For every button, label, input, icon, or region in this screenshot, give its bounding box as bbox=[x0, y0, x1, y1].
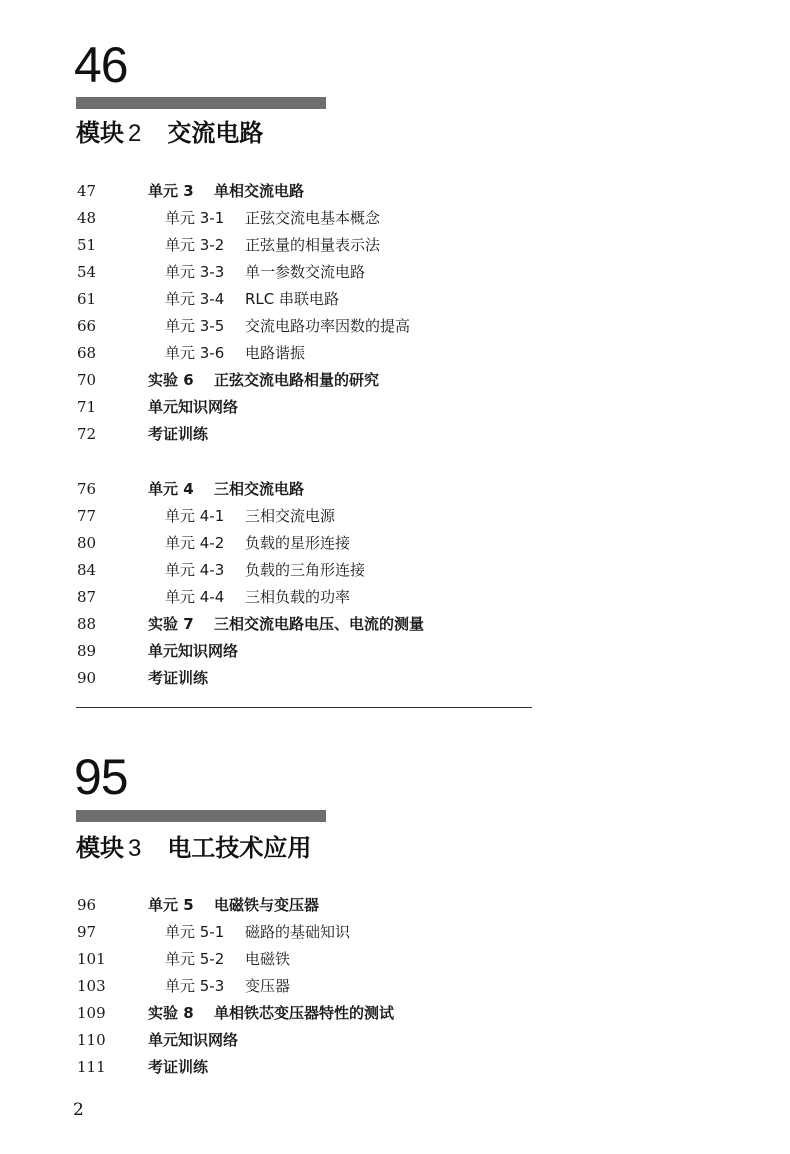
toc-entry bbox=[148, 1054, 208, 1081]
toc-entry-label: 单元 3-4 bbox=[165, 290, 225, 308]
toc-row bbox=[0, 178, 790, 205]
toc-row bbox=[0, 1027, 790, 1054]
toc-page-number: 70 bbox=[77, 371, 97, 389]
toc-page-number: 89 bbox=[77, 642, 97, 660]
toc-page-number: 88 bbox=[77, 615, 97, 633]
toc-entry-title: RLC 串联电路 bbox=[245, 290, 340, 308]
toc-entry-title: 负载的三角形连接 bbox=[245, 561, 366, 579]
toc-row bbox=[0, 611, 790, 638]
module-3-title-text: 电工技术应用 bbox=[167, 834, 312, 862]
toc-entry-label: 单元 5-2 bbox=[165, 950, 225, 968]
toc-entry bbox=[165, 557, 365, 584]
toc-page-number: 110 bbox=[77, 1031, 106, 1049]
toc-entry bbox=[165, 946, 290, 973]
module-2-page-number: 46 bbox=[74, 37, 128, 93]
toc-entry bbox=[148, 178, 304, 205]
toc-entry-title: 电磁铁与变压器 bbox=[214, 896, 320, 914]
module-2-title-text: 交流电路 bbox=[167, 119, 264, 147]
toc-row bbox=[0, 1054, 790, 1081]
toc-entry bbox=[165, 259, 365, 286]
toc-entry-title: 正弦交流电基本概念 bbox=[245, 209, 381, 227]
toc-page-number: 80 bbox=[77, 534, 97, 552]
toc-row bbox=[0, 340, 790, 367]
toc-entry-title: 磁路的基础知识 bbox=[245, 923, 351, 941]
toc-entry-title: 考证训练 bbox=[148, 425, 209, 443]
toc-entry bbox=[165, 313, 410, 340]
toc-row bbox=[0, 503, 790, 530]
toc-entry bbox=[165, 340, 305, 367]
toc-page-number: 90 bbox=[77, 669, 97, 687]
module-2-title bbox=[76, 118, 263, 149]
toc-entry-title: 三相交流电路 bbox=[214, 480, 305, 498]
toc-entry-title: 考证训练 bbox=[148, 1058, 209, 1076]
toc-entry-title: 单元知识网络 bbox=[148, 642, 239, 660]
toc-entry bbox=[165, 232, 380, 259]
toc-page-number: 111 bbox=[77, 1058, 106, 1076]
toc-entry-label: 单元 5-3 bbox=[165, 977, 225, 995]
toc-page-number: 72 bbox=[77, 425, 97, 443]
toc-entry-title: 电路谐振 bbox=[245, 344, 306, 362]
module-3-title bbox=[76, 833, 311, 864]
toc-entry bbox=[165, 919, 350, 946]
toc-page-number: 61 bbox=[77, 290, 97, 308]
toc-entry bbox=[165, 286, 339, 313]
toc-page-number: 101 bbox=[77, 950, 106, 968]
toc-row bbox=[0, 892, 790, 919]
toc-entry-title: 变压器 bbox=[245, 977, 291, 995]
toc-entry bbox=[148, 638, 238, 665]
toc-entry-label: 单元 4-4 bbox=[165, 588, 225, 606]
toc-row bbox=[0, 476, 790, 503]
toc-row bbox=[0, 946, 790, 973]
toc-entry-label: 实验 6 bbox=[148, 371, 194, 389]
toc-entry-label: 单元 5-1 bbox=[165, 923, 225, 941]
module-2-label: 模块 bbox=[76, 119, 124, 147]
toc-entry bbox=[148, 611, 424, 638]
toc-entry-title: 正弦量的相量表示法 bbox=[245, 236, 381, 254]
toc-page-number: 96 bbox=[77, 896, 97, 914]
toc-entry-label: 单元 4 bbox=[148, 480, 194, 498]
toc-entry bbox=[148, 394, 238, 421]
toc-entry-title: 三相负载的功率 bbox=[245, 588, 351, 606]
toc-entry-label: 单元 3-6 bbox=[165, 344, 225, 362]
toc-entry-label: 单元 3-3 bbox=[165, 263, 225, 281]
toc-row bbox=[0, 205, 790, 232]
toc-row bbox=[0, 1000, 790, 1027]
toc-entry-label: 实验 7 bbox=[148, 615, 194, 633]
toc-page-number: 66 bbox=[77, 317, 97, 335]
toc-entry-title: 电磁铁 bbox=[245, 950, 291, 968]
toc-entry-title: 正弦交流电路相量的研究 bbox=[214, 371, 380, 389]
toc-entry bbox=[148, 421, 208, 448]
toc-entry-title: 考证训练 bbox=[148, 669, 209, 687]
toc-entry bbox=[165, 973, 290, 1000]
toc-page-number: 84 bbox=[77, 561, 97, 579]
toc-entry-title: 三相交流电源 bbox=[245, 507, 336, 525]
toc-row bbox=[0, 421, 790, 448]
toc-row bbox=[0, 232, 790, 259]
toc-entry bbox=[148, 892, 319, 919]
toc-entry-label: 单元 3-5 bbox=[165, 317, 225, 335]
toc-row bbox=[0, 638, 790, 665]
toc-entry-title: 三相交流电路电压、电流的测量 bbox=[214, 615, 425, 633]
toc-entry-title: 单相交流电路 bbox=[214, 182, 305, 200]
toc-page-number: 76 bbox=[77, 480, 97, 498]
module-2-number: 2 bbox=[128, 120, 142, 147]
toc-entry-label: 单元 5 bbox=[148, 896, 194, 914]
toc-entry-title: 负载的星形连接 bbox=[245, 534, 351, 552]
toc-entry bbox=[148, 1000, 394, 1027]
toc-entry bbox=[148, 476, 304, 503]
toc-entry-label: 单元 3 bbox=[148, 182, 194, 200]
toc-entry bbox=[148, 1027, 238, 1054]
toc-entry-label: 单元 3-1 bbox=[165, 209, 225, 227]
toc-row bbox=[0, 394, 790, 421]
toc-entry-title: 单一参数交流电路 bbox=[245, 263, 366, 281]
toc-page-number: 97 bbox=[77, 923, 97, 941]
module-2-unit-4-list bbox=[0, 476, 790, 692]
toc-entry-title: 单元知识网络 bbox=[148, 1031, 239, 1049]
toc-row bbox=[0, 286, 790, 313]
toc-page-number: 87 bbox=[77, 588, 97, 606]
toc-entry-title: 单相铁芯变压器特性的测试 bbox=[214, 1004, 395, 1022]
toc-page-number: 71 bbox=[77, 398, 97, 416]
toc-entry-title: 单元知识网络 bbox=[148, 398, 239, 416]
toc-row bbox=[0, 584, 790, 611]
module-3-bar bbox=[76, 810, 326, 822]
toc-page-number: 51 bbox=[77, 236, 97, 254]
toc-entry-label: 单元 4-3 bbox=[165, 561, 225, 579]
toc-page-number: 54 bbox=[77, 263, 97, 281]
toc-entry bbox=[165, 503, 335, 530]
toc-entry bbox=[165, 584, 350, 611]
toc-entry-label: 单元 4-2 bbox=[165, 534, 225, 552]
toc-entry-label: 单元 4-1 bbox=[165, 507, 225, 525]
toc-entry bbox=[165, 530, 350, 557]
toc-row bbox=[0, 973, 790, 1000]
page-folio: 2 bbox=[73, 1100, 84, 1120]
module-2-bar bbox=[76, 97, 326, 109]
toc-entry-label: 实验 8 bbox=[148, 1004, 194, 1022]
module-3-label: 模块 bbox=[76, 834, 124, 862]
toc-entry bbox=[165, 205, 380, 232]
toc-page-number: 68 bbox=[77, 344, 97, 362]
module-3-number: 3 bbox=[128, 835, 142, 862]
toc-entry-title: 交流电路功率因数的提高 bbox=[245, 317, 411, 335]
toc-row bbox=[0, 367, 790, 394]
toc-row bbox=[0, 557, 790, 584]
module-3-unit-5-list bbox=[0, 892, 790, 1081]
toc-row bbox=[0, 313, 790, 340]
toc-entry bbox=[148, 367, 379, 394]
toc-entry bbox=[148, 665, 208, 692]
module-2-unit-3-list bbox=[0, 178, 790, 448]
toc-row bbox=[0, 259, 790, 286]
toc-page-number: 103 bbox=[77, 977, 106, 995]
module-3-page-number: 95 bbox=[74, 749, 128, 805]
toc-page-number: 48 bbox=[77, 209, 97, 227]
toc-page-number: 109 bbox=[77, 1004, 106, 1022]
toc-page-number: 77 bbox=[77, 507, 97, 525]
toc-entry-label: 单元 3-2 bbox=[165, 236, 225, 254]
toc-page-number: 47 bbox=[77, 182, 97, 200]
toc-row bbox=[0, 919, 790, 946]
toc-row bbox=[0, 665, 790, 692]
section-divider bbox=[76, 707, 532, 708]
toc-row bbox=[0, 530, 790, 557]
